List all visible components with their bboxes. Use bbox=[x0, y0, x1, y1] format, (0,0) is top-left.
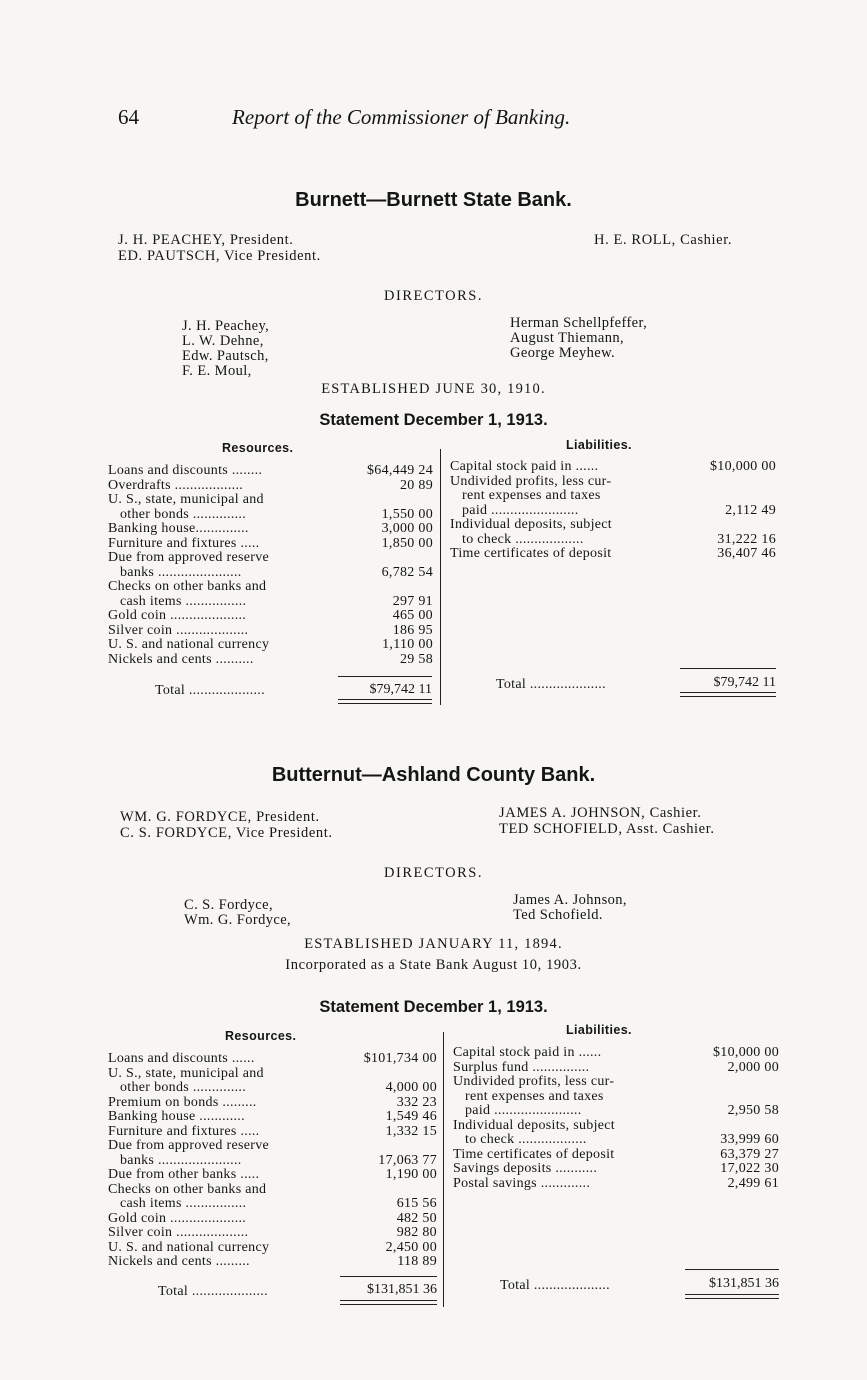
officer-president: WM. G. FORDYCE, President. bbox=[120, 809, 320, 825]
row-label: Individual deposits, subject bbox=[450, 518, 612, 532]
row-label: U. S., state, municipal and bbox=[108, 493, 264, 507]
row-amount: 2,112 49 bbox=[725, 502, 776, 518]
row-label: other bonds .............. bbox=[120, 507, 247, 522]
director-name: August Thiemann, bbox=[510, 330, 625, 346]
statement-title: Statement December 1, 1913. bbox=[319, 411, 548, 429]
statement-row bbox=[453, 1104, 779, 1119]
statement-row bbox=[108, 609, 433, 624]
statement-row bbox=[108, 566, 433, 581]
row-label: Checks on other banks and bbox=[108, 580, 267, 594]
row-label: Capital stock paid in ...... bbox=[453, 1046, 602, 1060]
statement-row bbox=[108, 537, 433, 552]
statement-row bbox=[108, 1154, 437, 1169]
statement-row bbox=[450, 475, 776, 490]
statement-row bbox=[450, 460, 776, 475]
officer-cashier: H. E. ROLL, Cashier. bbox=[594, 232, 733, 248]
statement-row bbox=[108, 464, 433, 479]
statement-row bbox=[450, 504, 776, 519]
row-amount: 1,850 00 bbox=[381, 535, 433, 551]
officers-right bbox=[594, 232, 732, 248]
total-double-rule bbox=[680, 696, 776, 697]
statement-row bbox=[108, 479, 433, 494]
statement-row bbox=[108, 638, 433, 653]
row-amount: $10,000 00 bbox=[713, 1045, 779, 1060]
row-amount: 2,950 58 bbox=[727, 1103, 779, 1118]
officer-vice-president: ED. PAUTSCH, Vice President. bbox=[118, 248, 321, 264]
total-double-rule bbox=[338, 699, 432, 700]
row-amount: 1,190 00 bbox=[385, 1167, 437, 1182]
row-label: Gold coin .................... bbox=[108, 609, 247, 623]
row-amount: 118 89 bbox=[397, 1254, 437, 1269]
officer-asst-cashier: TED SCHOFIELD, Asst. Cashier. bbox=[499, 821, 715, 837]
row-amount: 29 58 bbox=[400, 651, 433, 667]
subtotal-rule bbox=[685, 1269, 779, 1270]
director-name: George Meyhew. bbox=[510, 345, 616, 361]
statement-row bbox=[108, 1067, 437, 1082]
row-amount: 33,999 60 bbox=[720, 1132, 779, 1147]
page-number: 64 bbox=[118, 105, 139, 129]
total-double-rule bbox=[340, 1304, 437, 1305]
row-label: Nickels and cents .......... bbox=[108, 652, 254, 667]
row-label: Undivided profits, less cur- bbox=[453, 1075, 615, 1089]
statement-row bbox=[108, 1183, 437, 1198]
resources-heading: Resources. bbox=[225, 1029, 297, 1043]
statement-row bbox=[108, 595, 433, 610]
statement-row bbox=[108, 1125, 437, 1140]
statement-row bbox=[108, 1241, 437, 1256]
statement-row bbox=[450, 547, 776, 562]
row-amount: 1,550 00 bbox=[381, 506, 433, 522]
statement-row bbox=[108, 1052, 437, 1067]
liabilities-total-amount: $79,742 11 bbox=[713, 675, 776, 690]
statement-row bbox=[108, 1110, 437, 1125]
row-label: U. S. and national currency bbox=[108, 1240, 270, 1255]
row-label: Loans and discounts ...... bbox=[108, 1052, 255, 1066]
total-double-rule bbox=[680, 692, 776, 693]
incorporated-date: Incorporated as a State Bank August 10, 1903. bbox=[285, 957, 582, 973]
row-label: Nickels and cents ......... bbox=[108, 1255, 250, 1269]
row-label: Silver coin ................... bbox=[108, 1226, 249, 1240]
row-amount: 1,110 00 bbox=[382, 637, 433, 652]
row-amount: 36,407 46 bbox=[717, 546, 776, 561]
subtotal-rule bbox=[340, 1276, 437, 1277]
liabilities-list bbox=[453, 1046, 779, 1191]
row-amount: $64,449 24 bbox=[367, 463, 433, 478]
total-double-rule bbox=[685, 1298, 779, 1299]
director-name: L. W. Dehne, bbox=[182, 333, 264, 349]
row-label: Premium on bonds ......... bbox=[108, 1095, 257, 1110]
row-amount: 332 23 bbox=[396, 1094, 437, 1110]
resources-heading: Resources. bbox=[222, 441, 294, 455]
row-amount: 4,000 00 bbox=[385, 1080, 437, 1095]
statement-row bbox=[453, 1075, 779, 1090]
row-label: Postal savings ............. bbox=[453, 1176, 591, 1191]
row-amount: 982 80 bbox=[396, 1225, 437, 1240]
resources-total-amount: $79,742 11 bbox=[369, 682, 432, 697]
row-amount: $101,734 00 bbox=[363, 1051, 437, 1066]
officer-vice-president: C. S. FORDYCE, Vice President. bbox=[120, 825, 333, 841]
officers-left bbox=[120, 809, 333, 841]
row-label: Individual deposits, subject bbox=[453, 1118, 615, 1133]
statement-row bbox=[450, 518, 776, 533]
statement-row bbox=[453, 1061, 779, 1076]
established-date: ESTABLISHED JUNE 30, 1910. bbox=[321, 381, 546, 397]
statement-row bbox=[108, 551, 433, 566]
row-label: Banking house ............ bbox=[108, 1110, 245, 1124]
row-label: U. S., state, municipal and bbox=[108, 1066, 264, 1081]
statement-row bbox=[108, 1255, 437, 1270]
liabilities-heading: Liabilities. bbox=[566, 438, 632, 452]
row-label: Banking house.............. bbox=[108, 522, 249, 536]
row-label: Time certificates of deposit bbox=[450, 547, 612, 561]
row-label: Overdrafts .................. bbox=[108, 478, 244, 493]
row-label: paid ....................... bbox=[465, 1104, 582, 1118]
row-label: to check .................. bbox=[465, 1133, 587, 1147]
statement-row bbox=[108, 1168, 437, 1183]
row-label: Savings deposits ........... bbox=[453, 1162, 598, 1176]
directors-left bbox=[184, 898, 291, 928]
resources-total-label: Total .................... bbox=[155, 683, 265, 698]
row-label: to check .................. bbox=[462, 532, 584, 547]
row-label: other bonds .............. bbox=[120, 1081, 247, 1095]
row-label: rent expenses and taxes bbox=[465, 1089, 604, 1104]
subtotal-rule bbox=[680, 668, 776, 669]
bank-title: Butternut—Ashland County Bank. bbox=[271, 764, 596, 786]
resources-list bbox=[108, 1052, 437, 1270]
row-amount: 297 91 bbox=[392, 593, 433, 609]
director-name: Ted Schofield. bbox=[513, 907, 603, 923]
statement-row bbox=[108, 1212, 437, 1227]
resources-total-label: Total .................... bbox=[158, 1284, 268, 1299]
row-label: Furniture and fixtures ..... bbox=[108, 1124, 260, 1139]
director-name: Herman Schellpfeffer, bbox=[510, 315, 648, 331]
column-divider bbox=[440, 449, 441, 705]
liabilities-list bbox=[450, 460, 776, 562]
subtotal-rule bbox=[338, 676, 432, 677]
row-label: Undivided profits, less cur- bbox=[450, 474, 612, 489]
statement-row bbox=[108, 1226, 437, 1241]
directors-left bbox=[182, 319, 269, 379]
statement-row bbox=[453, 1046, 779, 1061]
statement-row bbox=[108, 522, 433, 537]
director-name: Wm. G. Fordyce, bbox=[184, 912, 292, 928]
total-double-rule bbox=[685, 1294, 779, 1295]
row-amount: 1,549 46 bbox=[385, 1109, 437, 1124]
row-amount: 6,782 54 bbox=[381, 564, 433, 580]
officer-cashier: JAMES A. JOHNSON, Cashier. bbox=[499, 805, 702, 821]
director-name: F. E. Moul, bbox=[182, 363, 252, 379]
row-label: Time certificates of deposit bbox=[453, 1147, 615, 1162]
resources-total-amount: $131,851 36 bbox=[367, 1282, 437, 1297]
officers-left bbox=[118, 232, 321, 264]
row-amount: $10,000 00 bbox=[710, 459, 776, 474]
statement-row bbox=[453, 1133, 779, 1148]
officer-president: J. H. PEACHEY, President. bbox=[118, 232, 294, 248]
row-label: banks ...................... bbox=[120, 565, 242, 580]
row-label: Due from other banks ..... bbox=[108, 1168, 260, 1182]
directors-right bbox=[513, 893, 627, 923]
row-label: Loans and discounts ........ bbox=[108, 464, 263, 478]
statement-row bbox=[450, 533, 776, 548]
row-amount: 2,499 61 bbox=[727, 1175, 779, 1191]
directors-right bbox=[510, 316, 647, 361]
row-amount: 482 50 bbox=[396, 1210, 437, 1226]
statement-row bbox=[108, 493, 433, 508]
statement-title: Statement December 1, 1913. bbox=[319, 998, 548, 1016]
statement-row bbox=[108, 1139, 437, 1154]
running-title: Report of the Commissioner of Banking. bbox=[232, 105, 571, 129]
statement-row bbox=[108, 653, 433, 668]
statement-row bbox=[453, 1162, 779, 1177]
row-amount: 465 00 bbox=[392, 608, 433, 623]
row-label: U. S. and national currency bbox=[108, 638, 270, 652]
statement-row bbox=[108, 1197, 437, 1212]
director-name: James A. Johnson, bbox=[513, 892, 627, 908]
statement-row bbox=[108, 624, 433, 639]
statement-row bbox=[108, 1096, 437, 1111]
director-name: Edw. Pautsch, bbox=[182, 348, 269, 364]
row-label: cash items ................ bbox=[120, 1197, 247, 1211]
statement-row bbox=[108, 1081, 437, 1096]
row-amount: 31,222 16 bbox=[717, 531, 776, 547]
statement-row bbox=[453, 1177, 779, 1192]
row-amount: 2,450 00 bbox=[385, 1239, 437, 1255]
liabilities-heading: Liabilities. bbox=[566, 1023, 632, 1037]
column-divider bbox=[443, 1032, 444, 1307]
row-label: rent expenses and taxes bbox=[462, 489, 601, 503]
row-label: Capital stock paid in ...... bbox=[450, 460, 599, 474]
established-date: ESTABLISHED JANUARY 11, 1894. bbox=[304, 936, 563, 952]
row-amount: 63,379 27 bbox=[720, 1146, 779, 1162]
liabilities-total-amount: $131,851 36 bbox=[709, 1276, 779, 1291]
statement-row bbox=[453, 1148, 779, 1163]
row-label: paid ....................... bbox=[462, 503, 579, 518]
row-label: Surplus fund ............... bbox=[453, 1060, 590, 1075]
resources-list bbox=[108, 464, 433, 667]
bank-title: Burnett—Burnett State Bank. bbox=[295, 189, 572, 211]
liabilities-total-label: Total .................... bbox=[496, 677, 606, 692]
row-label: banks ...................... bbox=[120, 1153, 242, 1168]
row-amount: 20 89 bbox=[400, 477, 433, 493]
total-double-rule bbox=[340, 1300, 437, 1301]
director-name: C. S. Fordyce, bbox=[184, 897, 273, 913]
row-label: Silver coin ................... bbox=[108, 623, 249, 638]
row-label: Furniture and fixtures ..... bbox=[108, 536, 260, 551]
row-label: Due from approved reserve bbox=[108, 1139, 270, 1153]
liabilities-total-label: Total .................... bbox=[500, 1278, 610, 1293]
statement-row bbox=[108, 580, 433, 595]
row-amount: 615 56 bbox=[396, 1196, 437, 1211]
directors-heading: DIRECTORS. bbox=[384, 865, 483, 881]
directors-heading: DIRECTORS. bbox=[384, 288, 483, 304]
row-amount: 17,063 77 bbox=[378, 1152, 437, 1168]
row-amount: 1,332 15 bbox=[385, 1123, 437, 1139]
officers-right bbox=[499, 805, 715, 837]
row-label: cash items ................ bbox=[120, 594, 247, 609]
row-amount: 186 95 bbox=[392, 622, 433, 638]
director-name: J. H. Peachey, bbox=[182, 318, 270, 334]
statement-row bbox=[453, 1119, 779, 1134]
row-label: Gold coin .................... bbox=[108, 1211, 247, 1226]
row-amount: 17,022 30 bbox=[720, 1161, 779, 1176]
row-label: Due from approved reserve bbox=[108, 551, 270, 565]
total-double-rule bbox=[338, 703, 432, 704]
statement-row bbox=[453, 1090, 779, 1105]
statement-row bbox=[108, 508, 433, 523]
row-label: Checks on other banks and bbox=[108, 1182, 267, 1197]
statement-row bbox=[450, 489, 776, 504]
row-amount: 3,000 00 bbox=[381, 521, 433, 536]
row-amount: 2,000 00 bbox=[727, 1059, 779, 1075]
